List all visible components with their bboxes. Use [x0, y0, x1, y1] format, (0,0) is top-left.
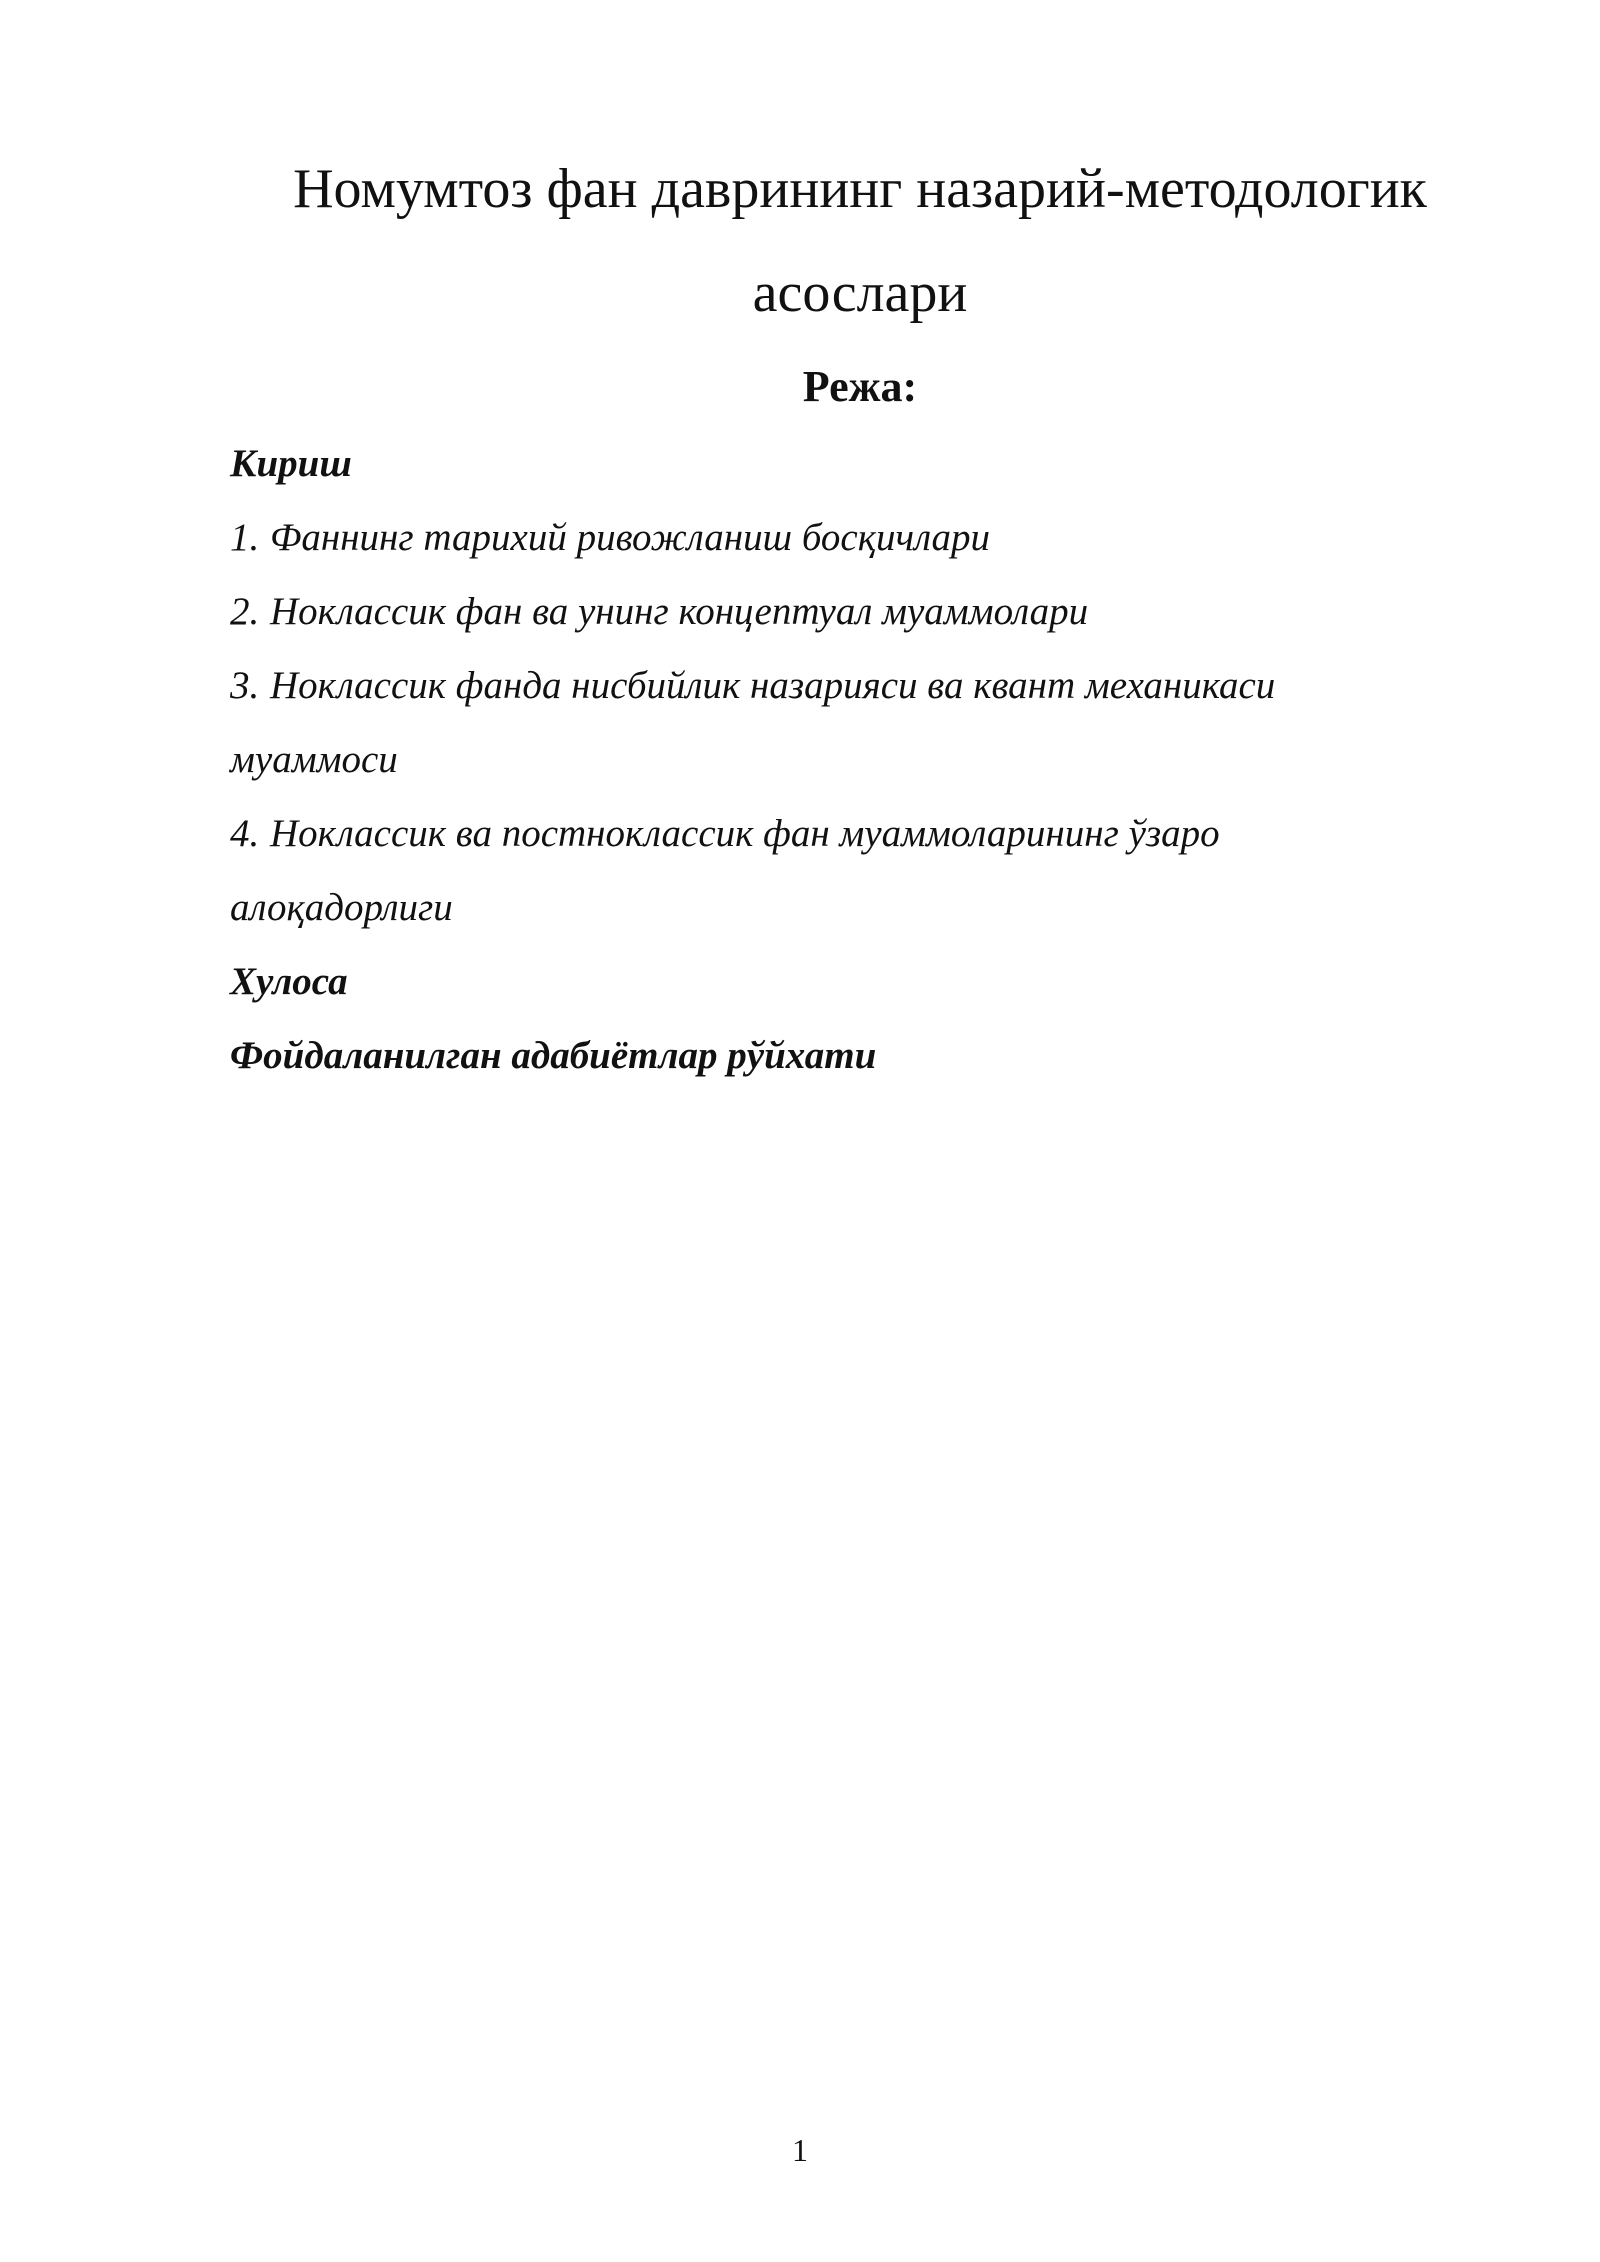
plan-item-number: 1. [230, 516, 260, 559]
plan-item-text: Ноклассик ва постноклассик фан муаммоларининг ўзаро [270, 812, 1220, 855]
plan-item-3 [230, 666, 1450, 740]
plan-item-4-continuation: алоқадорлиги [230, 886, 453, 929]
plan-conclusion: Хулоса [230, 960, 348, 1003]
document-title-line-1: Номумтоз фан даврининг назарий-методологик [293, 158, 1427, 220]
plan-item-number: 4. [230, 812, 260, 855]
plan-item-text: Ноклассик фан ва унинг концептуал муаммолари [270, 590, 1089, 633]
plan-intro: Кириш [230, 442, 352, 485]
plan-item-4 [230, 814, 1450, 888]
document-title-line-2: асослари [752, 262, 968, 324]
plan-item-2 [230, 592, 1450, 666]
plan-item-number: 3. [230, 664, 260, 707]
plan-heading: Режа: [802, 362, 918, 411]
plan-item-text: Ноклассик фанда нисбийлик назарияси ва квант механикаси [270, 664, 1276, 707]
plan-list [230, 444, 1450, 1110]
plan-item-3-continuation: муаммоси [230, 738, 398, 781]
plan-item-number: 2. [230, 590, 260, 633]
plan-references: Фойдаланилган адабиётлар рўйхати [230, 1034, 877, 1077]
plan-item-text: Фаннинг тарихий ривожланиш босқичлари [270, 516, 991, 559]
plan-item-1 [230, 518, 1450, 592]
page-number: 1 [792, 2132, 808, 2168]
